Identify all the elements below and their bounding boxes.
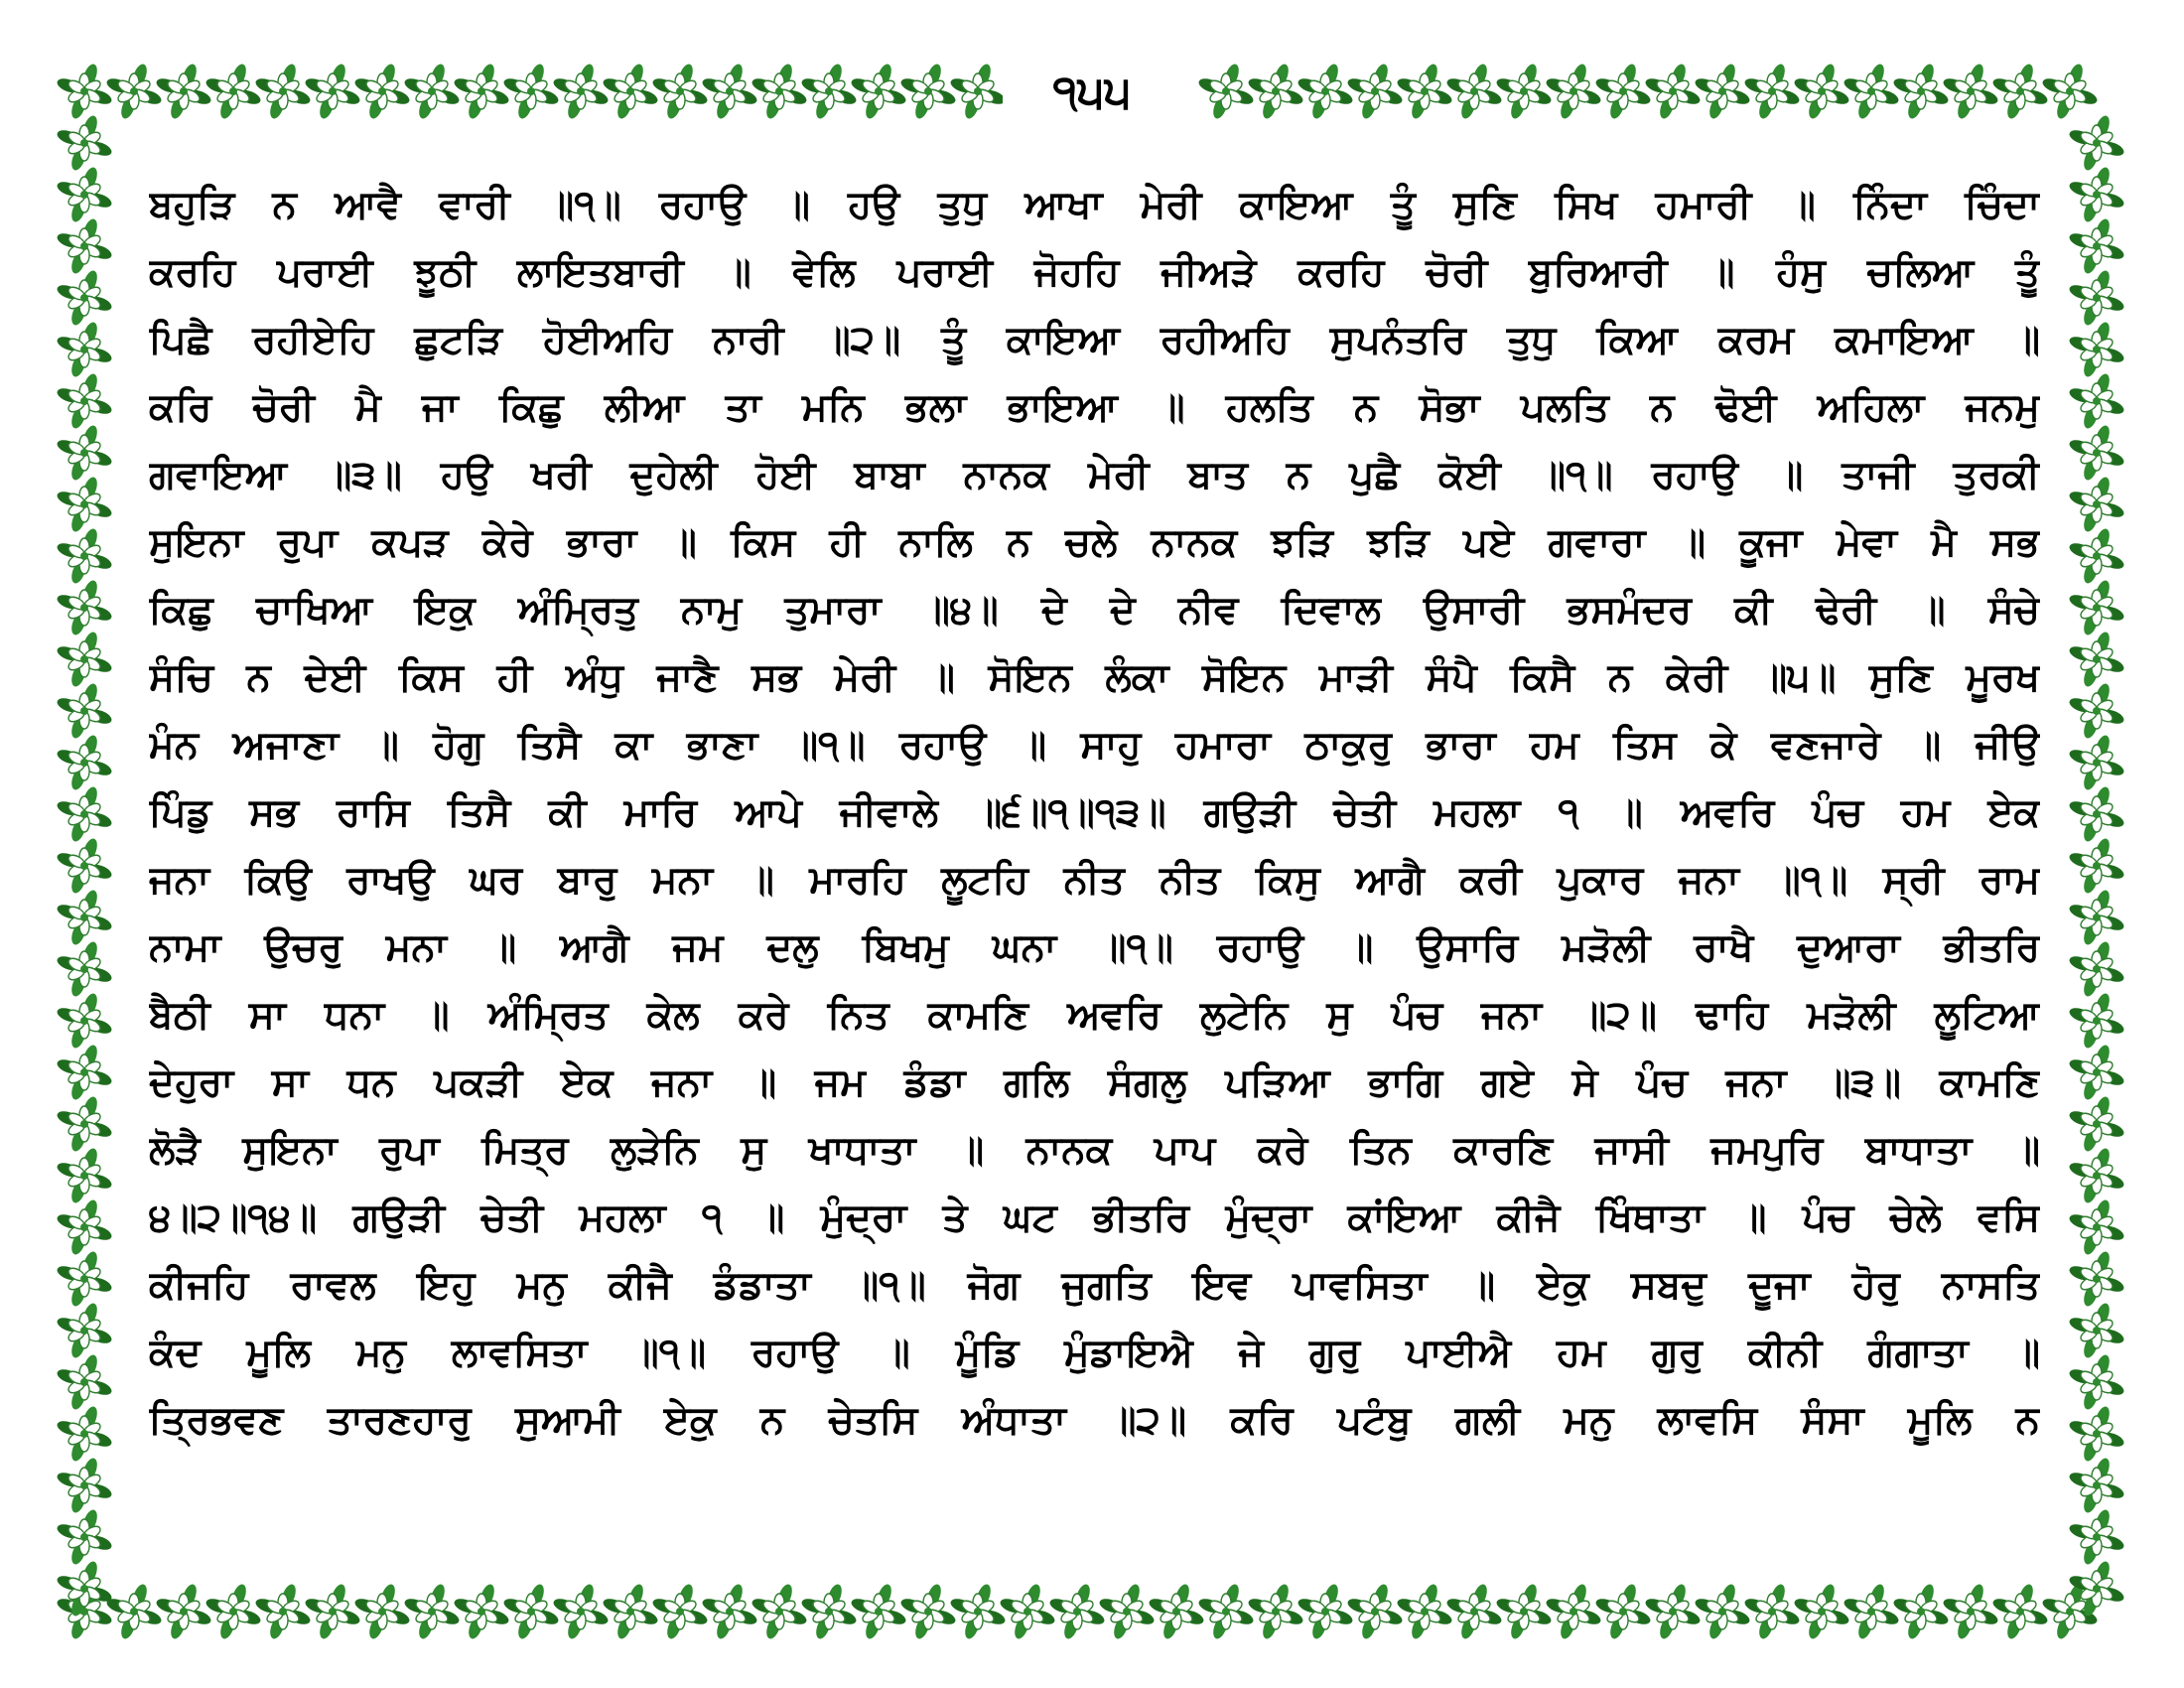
flower-motif-icon <box>2068 166 2126 224</box>
flower-motif-icon <box>602 1583 660 1641</box>
flower-motif-icon <box>1297 63 1355 121</box>
flower-motif-icon <box>56 992 114 1051</box>
flower-motif-icon <box>1843 63 1901 121</box>
flower-motif-icon <box>502 1583 561 1641</box>
flower-motif-icon <box>56 63 114 121</box>
flower-motif-icon <box>1594 63 1653 121</box>
flower-motif-icon <box>2068 372 2126 431</box>
flower-motif-icon <box>56 269 114 328</box>
flower-motif-icon <box>1346 1583 1405 1641</box>
flower-motif-icon <box>56 579 114 637</box>
flower-motif-icon <box>602 63 660 121</box>
flower-motif-icon <box>56 837 114 896</box>
flower-motif-icon <box>2068 682 2126 741</box>
flower-motif-icon <box>353 1583 412 1641</box>
flower-motif-icon <box>56 166 114 224</box>
flower-motif-icon <box>453 63 511 121</box>
flower-motif-icon <box>1396 63 1454 121</box>
text-line: ਗਵਾਇਆ ॥੩॥ ਹਉ ਖਰੀ ਦੁਹੇਲੀ ਹੋਈ ਬਾਬਾ ਨਾਨਕ ਮੇਰੀ ਬਾਤ ਨ ਪੁਛੈ ਕੋਈ ॥੧॥ ਰਹਾਉ ॥ ਤਾਜੀ ਤੁਰਕੀ <box>149 453 2040 497</box>
flower-motif-icon <box>2068 217 2126 276</box>
flower-motif-icon <box>1197 63 1256 121</box>
flower-motif-icon <box>502 63 561 121</box>
flower-motif-icon <box>1743 1583 1802 1641</box>
flower-motif-icon <box>56 940 114 999</box>
flower-motif-icon <box>1991 63 2050 121</box>
flower-motif-icon <box>800 1583 859 1641</box>
flower-motif-icon <box>56 631 114 689</box>
flower-motif-icon <box>552 63 611 121</box>
flower-motif-icon <box>453 1583 511 1641</box>
flower-motif-icon <box>2068 1198 2126 1257</box>
text-line: ਜਨਾ ਕਿਉ ਰਾਖਉ ਘਰ ਬਾਰੁ ਮਨਾ ॥ ਮਾਰਹਿ ਲੂਟਹਿ ਨੀਤ ਨੀਤ ਕਿਸੁ ਆਗੈ ਕਰੀ ਪੁਕਾਰ ਜਨਾ ॥੧॥ ਸ੍ਰੀ ਰਾਮ <box>149 858 2040 903</box>
flower-motif-icon <box>1594 1583 1653 1641</box>
flower-motif-icon <box>2068 734 2126 792</box>
flower-motif-icon <box>1197 1583 1256 1641</box>
flower-motif-icon <box>2068 1405 2126 1464</box>
flower-motif-icon <box>1694 1583 1752 1641</box>
scripture-text-block <box>149 172 2040 1455</box>
flower-motif-icon <box>751 1583 809 1641</box>
flower-motif-icon <box>2068 424 2126 483</box>
text-line: ਬਹੁੜਿ ਨ ਆਵੈ ਵਾਰੀ ॥੧॥ ਰਹਾਉ ॥ ਹਉ ਤੁਧੁ ਆਖਾ ਮੇਰੀ ਕਾਇਆ ਤੂੰ ਸੁਣਿ ਸਿਖ ਹਮਾਰੀ ॥ ਨਿੰਦਾ ਚਿੰਦਾ <box>149 183 2040 227</box>
flower-motif-icon <box>2068 1302 2126 1360</box>
flower-motif-icon <box>56 1457 114 1515</box>
flower-motif-icon <box>254 1583 313 1641</box>
flower-motif-icon <box>1793 63 1851 121</box>
text-line: ਲੋੜੈ ਸੁਇਨਾ ਰੁਪਾ ਮਿਤ੍ਰ ਲੁੜੇਨਿ ਸੁ ਖਾਧਾਤਾ ॥ ਨਾਨਕ ਪਾਪ ਕਰੇ ਤਿਨ ਕਾਰਣਿ ਜਾਸੀ ਜਮਪੁਰਿ ਬਾਧਾਤਾ ॥ <box>149 1128 2040 1173</box>
flower-motif-icon <box>899 1583 958 1641</box>
text-line: ਦੇਹੁਰਾ ਸਾ ਧਨ ਪਕੜੀ ਏਕ ਜਨਾ ॥ ਜਮ ਡੰਡਾ ਗਲਿ ਸੰਗਲੁ ਪੜਿਆ ਭਾਗਿ ਗਏ ਸੇ ਪੰਚ ਜਨਾ ॥੩॥ ਕਾਮਣਿ <box>149 1060 2040 1105</box>
text-line: ਸੁਇਨਾ ਰੁਪਾ ਕਪੜ ਕੇਰੇ ਭਾਰਾ ॥ ਕਿਸ ਹੀ ਨਾਲਿ ਨ ਚਲੇ ਨਾਨਕ ਝੜਿ ਝੜਿ ਪਏ ਗਵਾਰਾ ॥ ਕੂਜਾ ਮੇਵਾ ਮੈ ਸਭ <box>149 520 2040 565</box>
flower-motif-icon <box>1495 1583 1554 1641</box>
flower-motif-icon <box>205 1583 263 1641</box>
flower-motif-icon <box>403 63 462 121</box>
flower-motif-icon <box>2068 1457 2126 1515</box>
flower-motif-icon <box>949 63 1008 121</box>
flower-motif-icon <box>56 1147 114 1205</box>
flower-motif-icon <box>56 1302 114 1360</box>
text-line: ਮੰਨ ਅਜਾਣਾ ॥ ਹੋਗੁ ਤਿਸੈ ਕਾ ਭਾਣਾ ॥੧॥ ਰਹਾਉ ॥ ਸਾਹੁ ਹਮਾਰਾ ਠਾਕੁਰੁ ਭਾਰਾ ਹਮ ਤਿਸ ਕੇ ਵਣਜਾਰੇ ॥ ਜੀਉ <box>149 723 2040 768</box>
flower-motif-icon <box>56 372 114 431</box>
page-number: ੧੫੫ <box>1052 65 1132 118</box>
flower-motif-icon <box>949 1583 1008 1641</box>
flower-motif-icon <box>56 217 114 276</box>
text-line: ਬੈਠੀ ਸਾ ਧਨਾ ॥ ਅੰਮ੍ਰਿਤ ਕੇਲ ਕਰੇ ਨਿਤ ਕਾਮਣਿ ਅਵਰਿ ਲੁਟੇਨਿ ਸੁ ਪੰਚ ਜਨਾ ॥੨॥ ਢਾਹਿ ਮੜੋਲੀ ਲੂਟਿਆ <box>149 993 2040 1038</box>
text-line: ਕਰਹਿ ਪਰਾਈ ਝੂਠੀ ਲਾਇਤਬਾਰੀ ॥ ਵੇਲਿ ਪਰਾਈ ਜੋਹਹਿ ਜੀਅੜੇ ਕਰਹਿ ਚੋਰੀ ਬੁਰਿਆਰੀ ॥ ਹੰਸੁ ਚਲਿਆ ਤੂੰ <box>149 250 2040 295</box>
flower-motif-icon <box>2068 114 2126 173</box>
flower-motif-icon <box>701 63 759 121</box>
flower-motif-icon <box>254 63 313 121</box>
flower-motif-icon <box>56 1508 114 1567</box>
flower-motif-icon <box>56 527 114 586</box>
flower-motif-icon <box>751 63 809 121</box>
flower-motif-icon <box>899 63 958 121</box>
flower-motif-icon <box>2068 527 2126 586</box>
flower-motif-icon <box>2068 940 2126 999</box>
flower-motif-icon <box>1445 63 1504 121</box>
flower-motif-icon <box>651 63 710 121</box>
flower-motif-icon <box>56 476 114 534</box>
flower-motif-icon <box>800 63 859 121</box>
flower-motif-icon <box>304 1583 362 1641</box>
flower-motif-icon <box>205 63 263 121</box>
flower-motif-icon <box>1892 1583 1951 1641</box>
flower-motif-icon <box>56 114 114 173</box>
flower-motif-icon <box>2068 1044 2126 1102</box>
text-line: ਪਿਛੈ ਰਹੀਏਹਿ ਛੁਟੜਿ ਹੋਈਅਹਿ ਨਾਰੀ ॥੨॥ ਤੂੰ ਕਾਇਆ ਰਹੀਅਹਿ ਸੁਪਨੰਤਰਿ ਤੁਧੁ ਕਿਆ ਕਰਮ ਕਮਾਇਆ ॥ <box>149 318 2040 362</box>
text-line: ਨਾਮਾ ਉਚਰੁ ਮਨਾ ॥ ਆਗੈ ਜਮ ਦਲੁ ਬਿਖਮੁ ਘਨਾ ॥੧॥ ਰਹਾਉ ॥ ਉਸਾਰਿ ਮੜੋਲੀ ਰਾਖੈ ਦੁਆਰਾ ਭੀਤਰਿ <box>149 925 2040 970</box>
flower-motif-icon <box>2068 1508 2126 1567</box>
flower-motif-icon <box>56 682 114 741</box>
flower-motif-icon <box>1445 1583 1504 1641</box>
text-line: ਕਰਿ ਚੋਰੀ ਮੈ ਜਾ ਕਿਛੁ ਲੀਆ ਤਾ ਮਨਿ ਭਲਾ ਭਾਇਆ ॥ ਹਲਤਿ ਨ ਸੋਭਾ ਪਲਤਿ ਨ ਢੋਈ ਅਹਿਲਾ ਜਨਮੁ <box>149 385 2040 430</box>
flower-motif-icon <box>2068 1147 2126 1205</box>
flower-motif-icon <box>651 1583 710 1641</box>
flower-motif-icon <box>56 889 114 947</box>
text-line: ਕੀਜਹਿ ਰਾਵਲ ਇਹੁ ਮਨੁ ਕੀਜੈ ਡੰਡਾਤਾ ॥੧॥ ਜੋਗ ਜੁਗਤਿ ਇਵ ਪਾਵਸਿਤਾ ॥ ਏਕੁ ਸਬਦੁ ਦੂਜਾ ਹੋਰੁ ਨਾਸਤਿ <box>149 1263 2040 1308</box>
text-line: ਕਿਛੁ ਚਾਖਿਆ ਇਕੁ ਅੰਮ੍ਰਿਤੁ ਨਾਮੁ ਤੁਮਾਰਾ ॥੪॥ ਦੇ ਦੇ ਨੀਵ ਦਿਵਾਲ ਉਸਾਰੀ ਭਸਮੰਦਰ ਕੀ ਢੇਰੀ ॥ ਸੰਚੇ <box>149 588 2040 633</box>
text-line: ੪॥੨॥੧੪॥ ਗਉੜੀ ਚੇਤੀ ਮਹਲਾ ੧ ॥ ਮੁੰਦ੍ਰਾ ਤੇ ਘਟ ਭੀਤਰਿ ਮੁੰਦ੍ਰਾ ਕਾਂਇਆ ਕੀਜੈ ਖਿੰਥਾਤਾ ॥ ਪੰਚ ਚੇਲੇ ਵਸਿ <box>149 1196 2040 1240</box>
flower-motif-icon <box>56 1095 114 1154</box>
flower-motif-icon <box>1743 63 1802 121</box>
flower-motif-icon <box>155 1583 213 1641</box>
page-number-box <box>1003 58 1181 127</box>
flower-motif-icon <box>105 1583 164 1641</box>
text-line: ਤ੍ਰਿਭਵਣ ਤਾਰਣਹਾਰੁ ਸੁਆਮੀ ਏਕੁ ਨ ਚੇਤਸਿ ਅੰਧਾਤਾ ॥੨॥ ਕਰਿ ਪਟੰਬੁ ਗਲੀ ਮਨੁ ਲਾਵਸਿ ਸੰਸਾ ਮੂਲਿ ਨ <box>149 1398 2040 1443</box>
flower-motif-icon <box>2068 992 2126 1051</box>
flower-motif-icon <box>56 1044 114 1102</box>
flower-motif-icon <box>353 63 412 121</box>
flower-motif-icon <box>2068 269 2126 328</box>
flower-motif-icon <box>304 63 362 121</box>
flower-motif-icon <box>56 1250 114 1309</box>
flower-motif-icon <box>1991 1583 2050 1641</box>
flower-motif-icon <box>56 424 114 483</box>
flower-motif-icon <box>2068 1250 2126 1309</box>
text-line: ਪਿੰਡੁ ਸਭ ਰਾਸਿ ਤਿਸੈ ਕੀ ਮਾਰਿ ਆਪੇ ਜੀਵਾਲੇ ॥੬॥੧॥੧੩॥ ਗਉੜੀ ਚੇਤੀ ਮਹਲਾ ੧ ॥ ਅਵਰਿ ਪੰਚ ਹਮ ਏਕ <box>149 790 2040 835</box>
flower-motif-icon <box>403 1583 462 1641</box>
flower-motif-icon <box>1942 1583 2000 1641</box>
flower-motif-icon <box>56 1198 114 1257</box>
flower-motif-icon <box>552 1583 611 1641</box>
flower-motif-icon <box>2068 785 2126 844</box>
flower-motif-icon <box>2068 837 2126 896</box>
flower-motif-icon <box>56 321 114 379</box>
flower-motif-icon <box>56 1353 114 1412</box>
text-line: ਸੰਚਿ ਨ ਦੇਈ ਕਿਸ ਹੀ ਅੰਧੁ ਜਾਣੈ ਸਭ ਮੇਰੀ ॥ ਸੋਇਨ ਲੰਕਾ ਸੋਇਨ ਮਾੜੀ ਸੰਪੈ ਕਿਸੈ ਨ ਕੇਰੀ ॥੫॥ ਸੁਣਿ ਮੂਰਖ <box>149 655 2040 700</box>
flower-motif-icon <box>2068 1353 2126 1412</box>
flower-motif-icon <box>2068 476 2126 534</box>
flower-motif-icon <box>1843 1583 1901 1641</box>
flower-motif-icon <box>1148 1583 1206 1641</box>
flower-motif-icon <box>2068 889 2126 947</box>
flower-motif-icon <box>1048 1583 1107 1641</box>
flower-motif-icon <box>2041 63 2100 121</box>
flower-motif-icon <box>105 63 164 121</box>
flower-motif-icon <box>1396 1583 1454 1641</box>
flower-motif-icon <box>850 63 908 121</box>
flower-motif-icon <box>1793 1583 1851 1641</box>
flower-motif-icon <box>1644 1583 1703 1641</box>
flower-motif-icon <box>1297 1583 1355 1641</box>
flower-motif-icon <box>56 1405 114 1464</box>
flower-motif-icon <box>2068 579 2126 637</box>
flower-motif-icon <box>1346 63 1405 121</box>
flower-motif-icon <box>1942 63 2000 121</box>
flower-motif-icon <box>1098 1583 1157 1641</box>
flower-motif-icon <box>999 1583 1057 1641</box>
flower-motif-icon <box>2068 631 2126 689</box>
flower-motif-icon <box>2068 321 2126 379</box>
flower-motif-icon <box>2068 1095 2126 1154</box>
flower-motif-icon <box>1892 63 1951 121</box>
flower-motif-icon <box>56 785 114 844</box>
flower-motif-icon <box>1545 1583 1603 1641</box>
flower-motif-icon <box>1247 63 1305 121</box>
text-line: ਕੰਦ ਮੂਲਿ ਮਨੁ ਲਾਵਸਿਤਾ ॥੧॥ ਰਹਾਉ ॥ ਮੂੰਡਿ ਮੁੰਡਾਇਐ ਜੇ ਗੁਰੁ ਪਾਈਐ ਹਮ ਗੁਰੁ ਕੀਨੀ ਗੰਗਾਤਾ ॥ <box>149 1331 2040 1375</box>
flower-motif-icon <box>1545 63 1603 121</box>
flower-motif-icon <box>701 1583 759 1641</box>
flower-motif-icon <box>155 63 213 121</box>
flower-motif-icon <box>1644 63 1703 121</box>
flower-motif-icon <box>56 734 114 792</box>
flower-motif-icon <box>1495 63 1554 121</box>
flower-motif-icon <box>1694 63 1752 121</box>
flower-motif-icon <box>1247 1583 1305 1641</box>
flower-motif-icon <box>850 1583 908 1641</box>
